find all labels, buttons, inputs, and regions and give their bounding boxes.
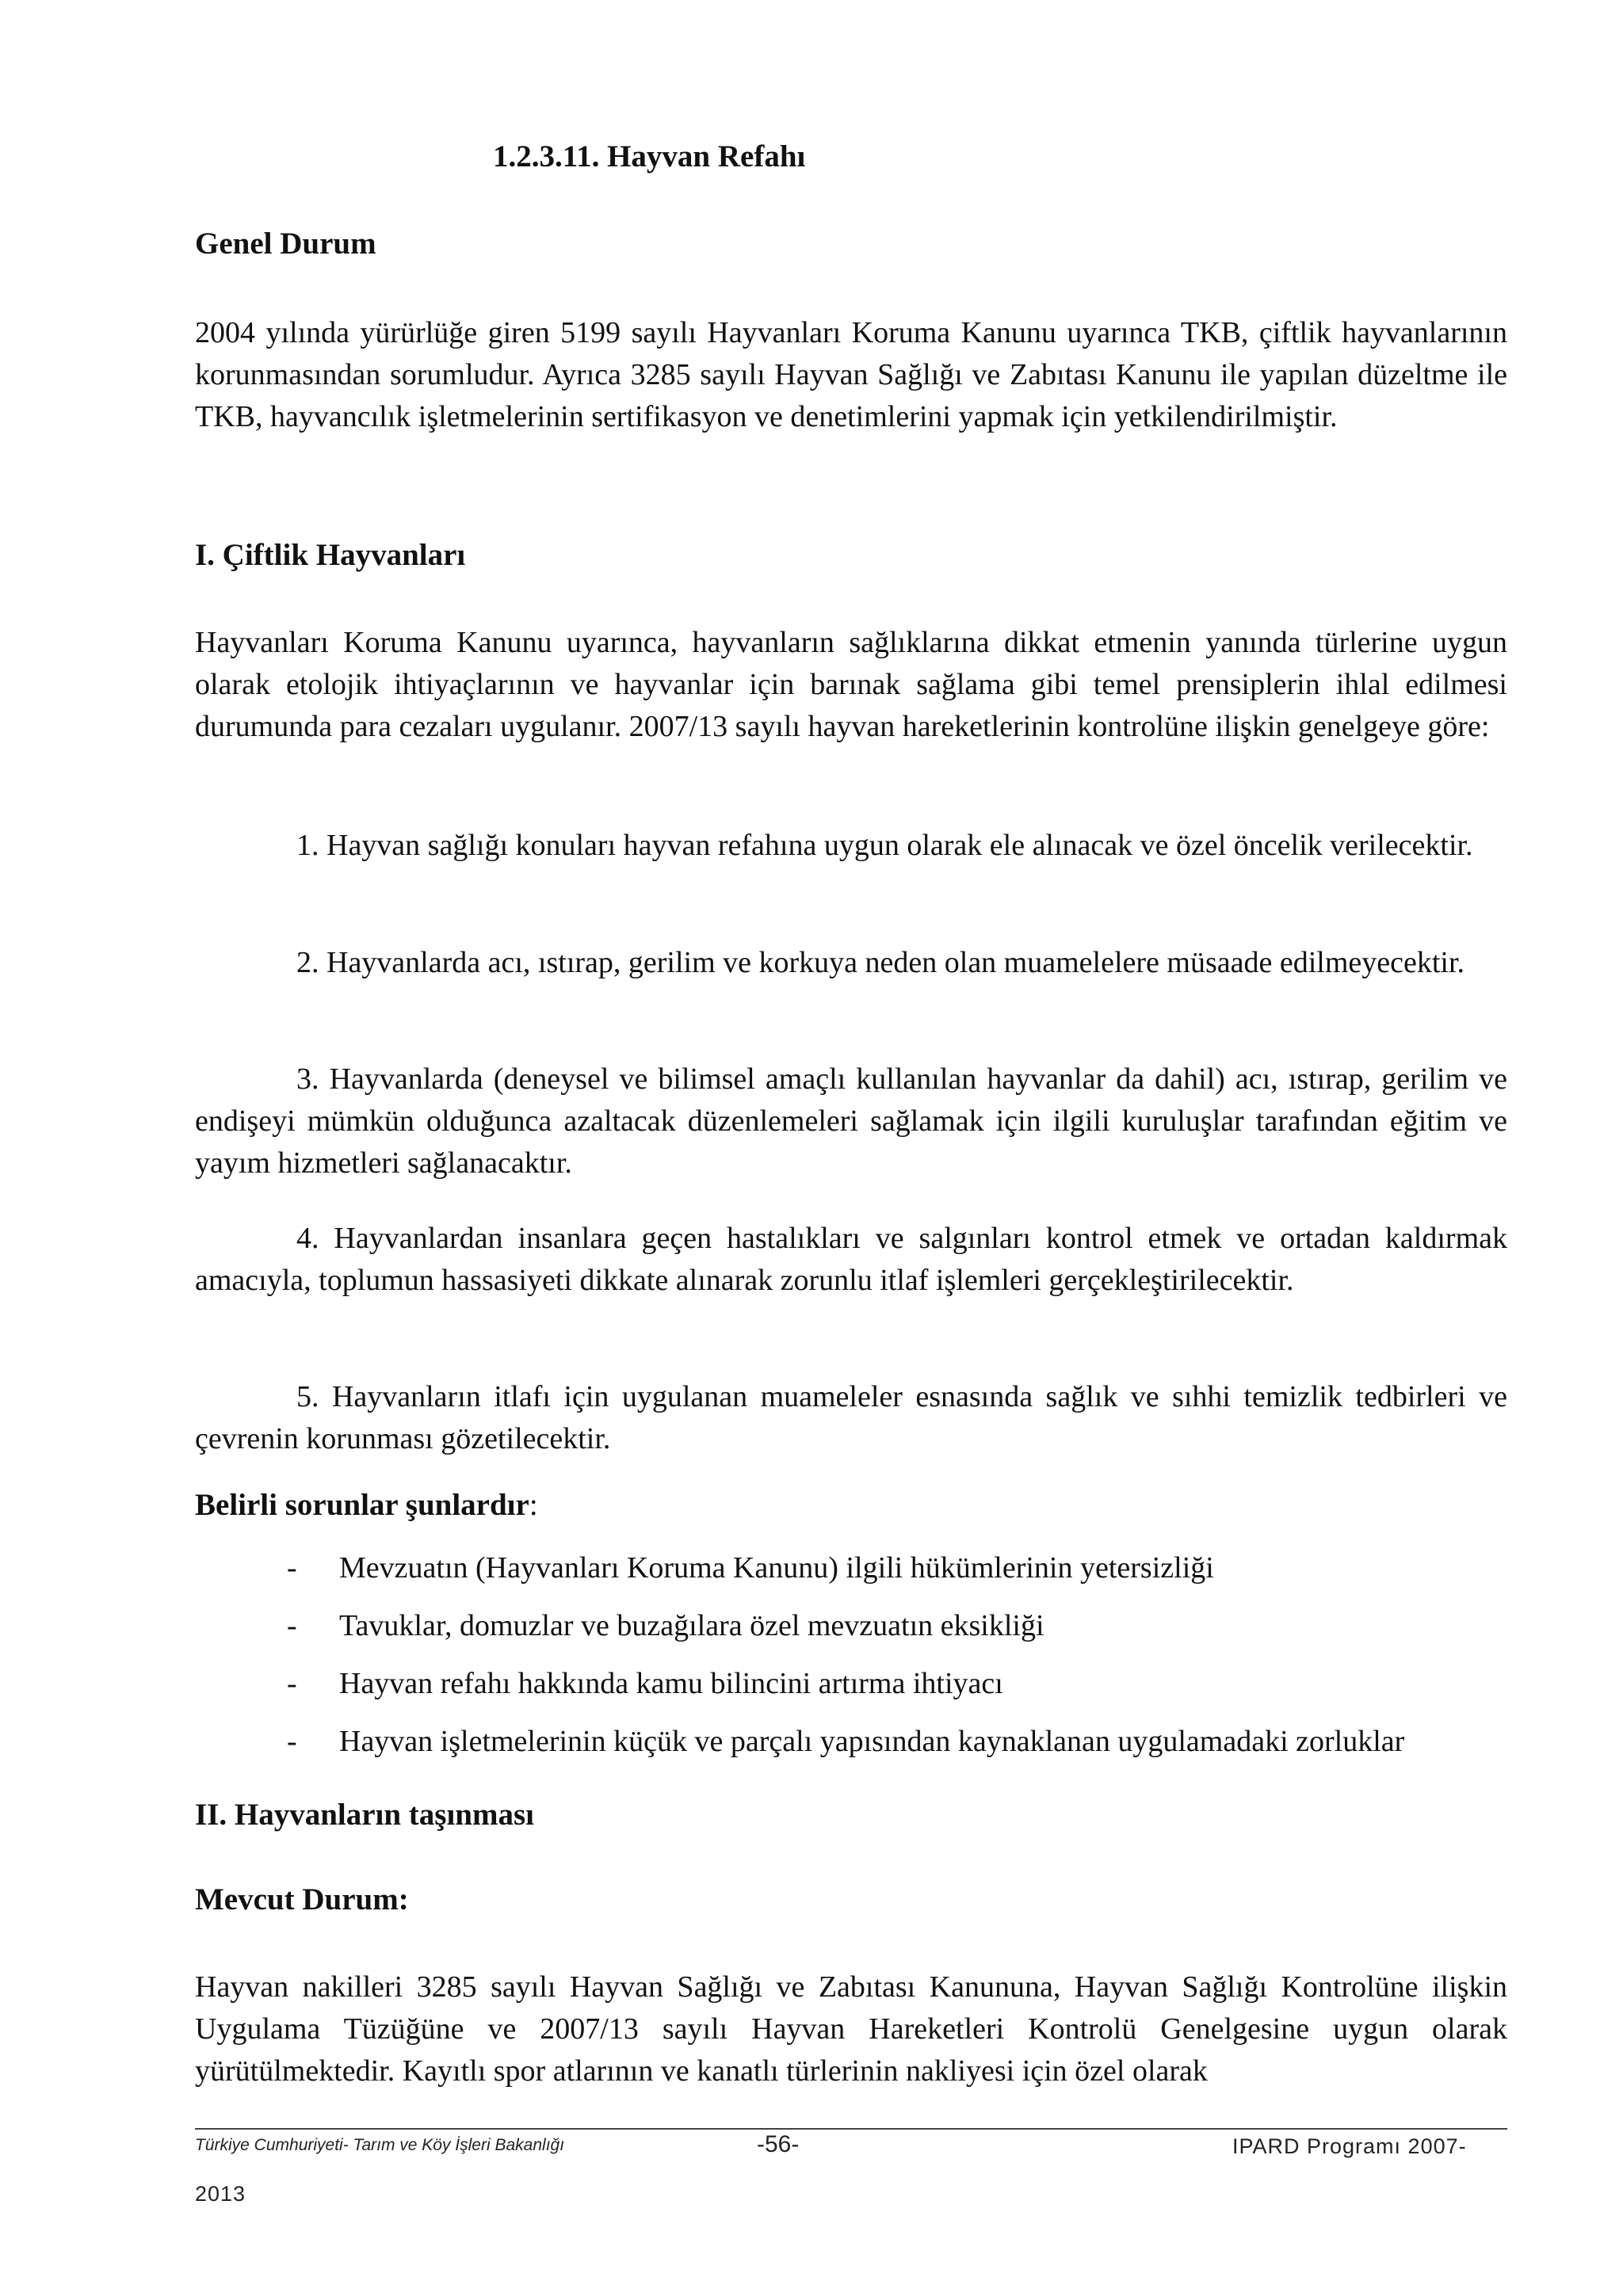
- problem-text: Hayvan refahı hakkında kamu bilincini artırma ihtiyacı: [339, 1667, 1003, 1700]
- farm-item-5: 5. Hayvanların itlafı için uygulanan muameleler esnasında sağlık ve sıhhi temizlik tedbirleri ve çevrenin korunması gözetilecektir.: [195, 1380, 1507, 1455]
- farm-item-1: 1. Hayvan sağlığı konuları hayvan refahına uygun olarak ele alınacak ve özel öncelik verilecektir.: [296, 829, 1473, 862]
- problem-text: Hayvan işletmelerinin küçük ve parçalı yapısından kaynaklanan uygulamadaki zorluklar: [339, 1725, 1405, 1758]
- footer-ministry: Türkiye Cumhuriyeti- Tarım ve Köy İşleri Bakanlığı: [195, 2136, 565, 2154]
- dash-bullet-icon: -: [287, 1551, 297, 1585]
- farm-intro-paragraph: Hayvanları Koruma Kanunu uyarınca, hayvanların sağlıklarına dikkat etmenin yanında türlerine uygun olarak etolojik ihtiyaçlarının ve hayvanlar için barınak sağlama gibi temel prensiplerin ihlal edilmesi durumunda para cezaları uygulanır. 2007/13 sayılı hayvan hareketlerinin kontrolüne ilişkin genelgeye göre:: [195, 626, 1507, 743]
- problem-text: Mevzuatın (Hayvanları Koruma Kanunu) ilgili hükümlerinin yetersizliği: [339, 1551, 1214, 1585]
- problem-text: Tavuklar, domuzlar ve buzağılara özel mevzuatın eksikliği: [339, 1609, 1044, 1642]
- farm-item-4: 4. Hayvanlardan insanlara geçen hastalıkları ve salgınları kontrol etmek ve ortadan kaldırmak amacıyla, toplumun hassasiyeti dikkate alınarak zorunlu itlaf işlemleri gerçekleştirilecektir.: [195, 1222, 1507, 1297]
- problems-heading-text: Belirli sorunlar şunlardır: [195, 1488, 529, 1522]
- problems-list: [288, 1547, 1525, 1779]
- list-item: [288, 1605, 1525, 1647]
- footer-program: IPARD Programı 2007-: [1232, 2134, 1467, 2158]
- page-number: -56-: [757, 2131, 800, 2157]
- list-item: [288, 1663, 1525, 1705]
- general-paragraph: 2004 yılında yürürlüğe giren 5199 sayılı Hayvanları Koruma Kanunu uyarınca TKB, çiftlik hayvanlarının korunmasından sorumludur. Ayrıca 3285 sayılı Hayvan Sağlığı ve Zabıtası Kanunu ile yapılan düzeltme ile TKB, hayvancılık işletmelerinin sertifikasyon ve denetimlerini yapmak için yetkilendirilmiştir.: [195, 316, 1507, 433]
- dash-bullet-icon: -: [287, 1609, 297, 1642]
- general-heading: Genel Durum: [195, 227, 376, 261]
- dash-bullet-icon: -: [287, 1725, 297, 1758]
- farm-item-3: 3. Hayvanlarda (deneysel ve bilimsel amaçlı kullanılan hayvanlar da dahil) acı, ıstırap, gerilim ve endişeyi mümkün olduğunca azaltacak düzenlemeleri sağlamak için ilgili kuruluşlar tarafından eğitim ve yayım hizmetleri sağlanacaktır.: [195, 1062, 1507, 1180]
- transport-subheading: Mevcut Durum:: [195, 1882, 409, 1917]
- dash-bullet-icon: -: [287, 1667, 297, 1700]
- list-item: [288, 1721, 1525, 1763]
- footer-divider: [195, 2128, 1507, 2130]
- footer-year: 2013: [195, 2182, 246, 2206]
- problems-heading: [195, 1487, 538, 1523]
- farm-item-2: 2. Hayvanlarda acı, ıstırap, gerilim ve korkuya neden olan muamelelere müsaade edilmeyecektir.: [296, 946, 1465, 979]
- farm-animals-heading: I. Çiftlik Hayvanları: [195, 538, 466, 572]
- list-item: [288, 1547, 1525, 1589]
- section-title: 1.2.3.11. Hayvan Refahı: [493, 139, 806, 174]
- transport-heading: II. Hayvanların taşınması: [195, 1798, 534, 1832]
- problems-heading-colon: :: [529, 1488, 538, 1522]
- transport-paragraph: Hayvan nakilleri 3285 sayılı Hayvan Sağlığı ve Zabıtası Kanununa, Hayvan Sağlığı Kontrolüne ilişkin Uygulama Tüzüğüne ve 2007/13 sayılı Hayvan Hareketleri Kontrolü Genelgesine uygun olarak yürütülmektedir. Kayıtlı spor atlarının ve kanatlı türlerinin nakliyesi için özel olarak: [195, 1970, 1507, 2088]
